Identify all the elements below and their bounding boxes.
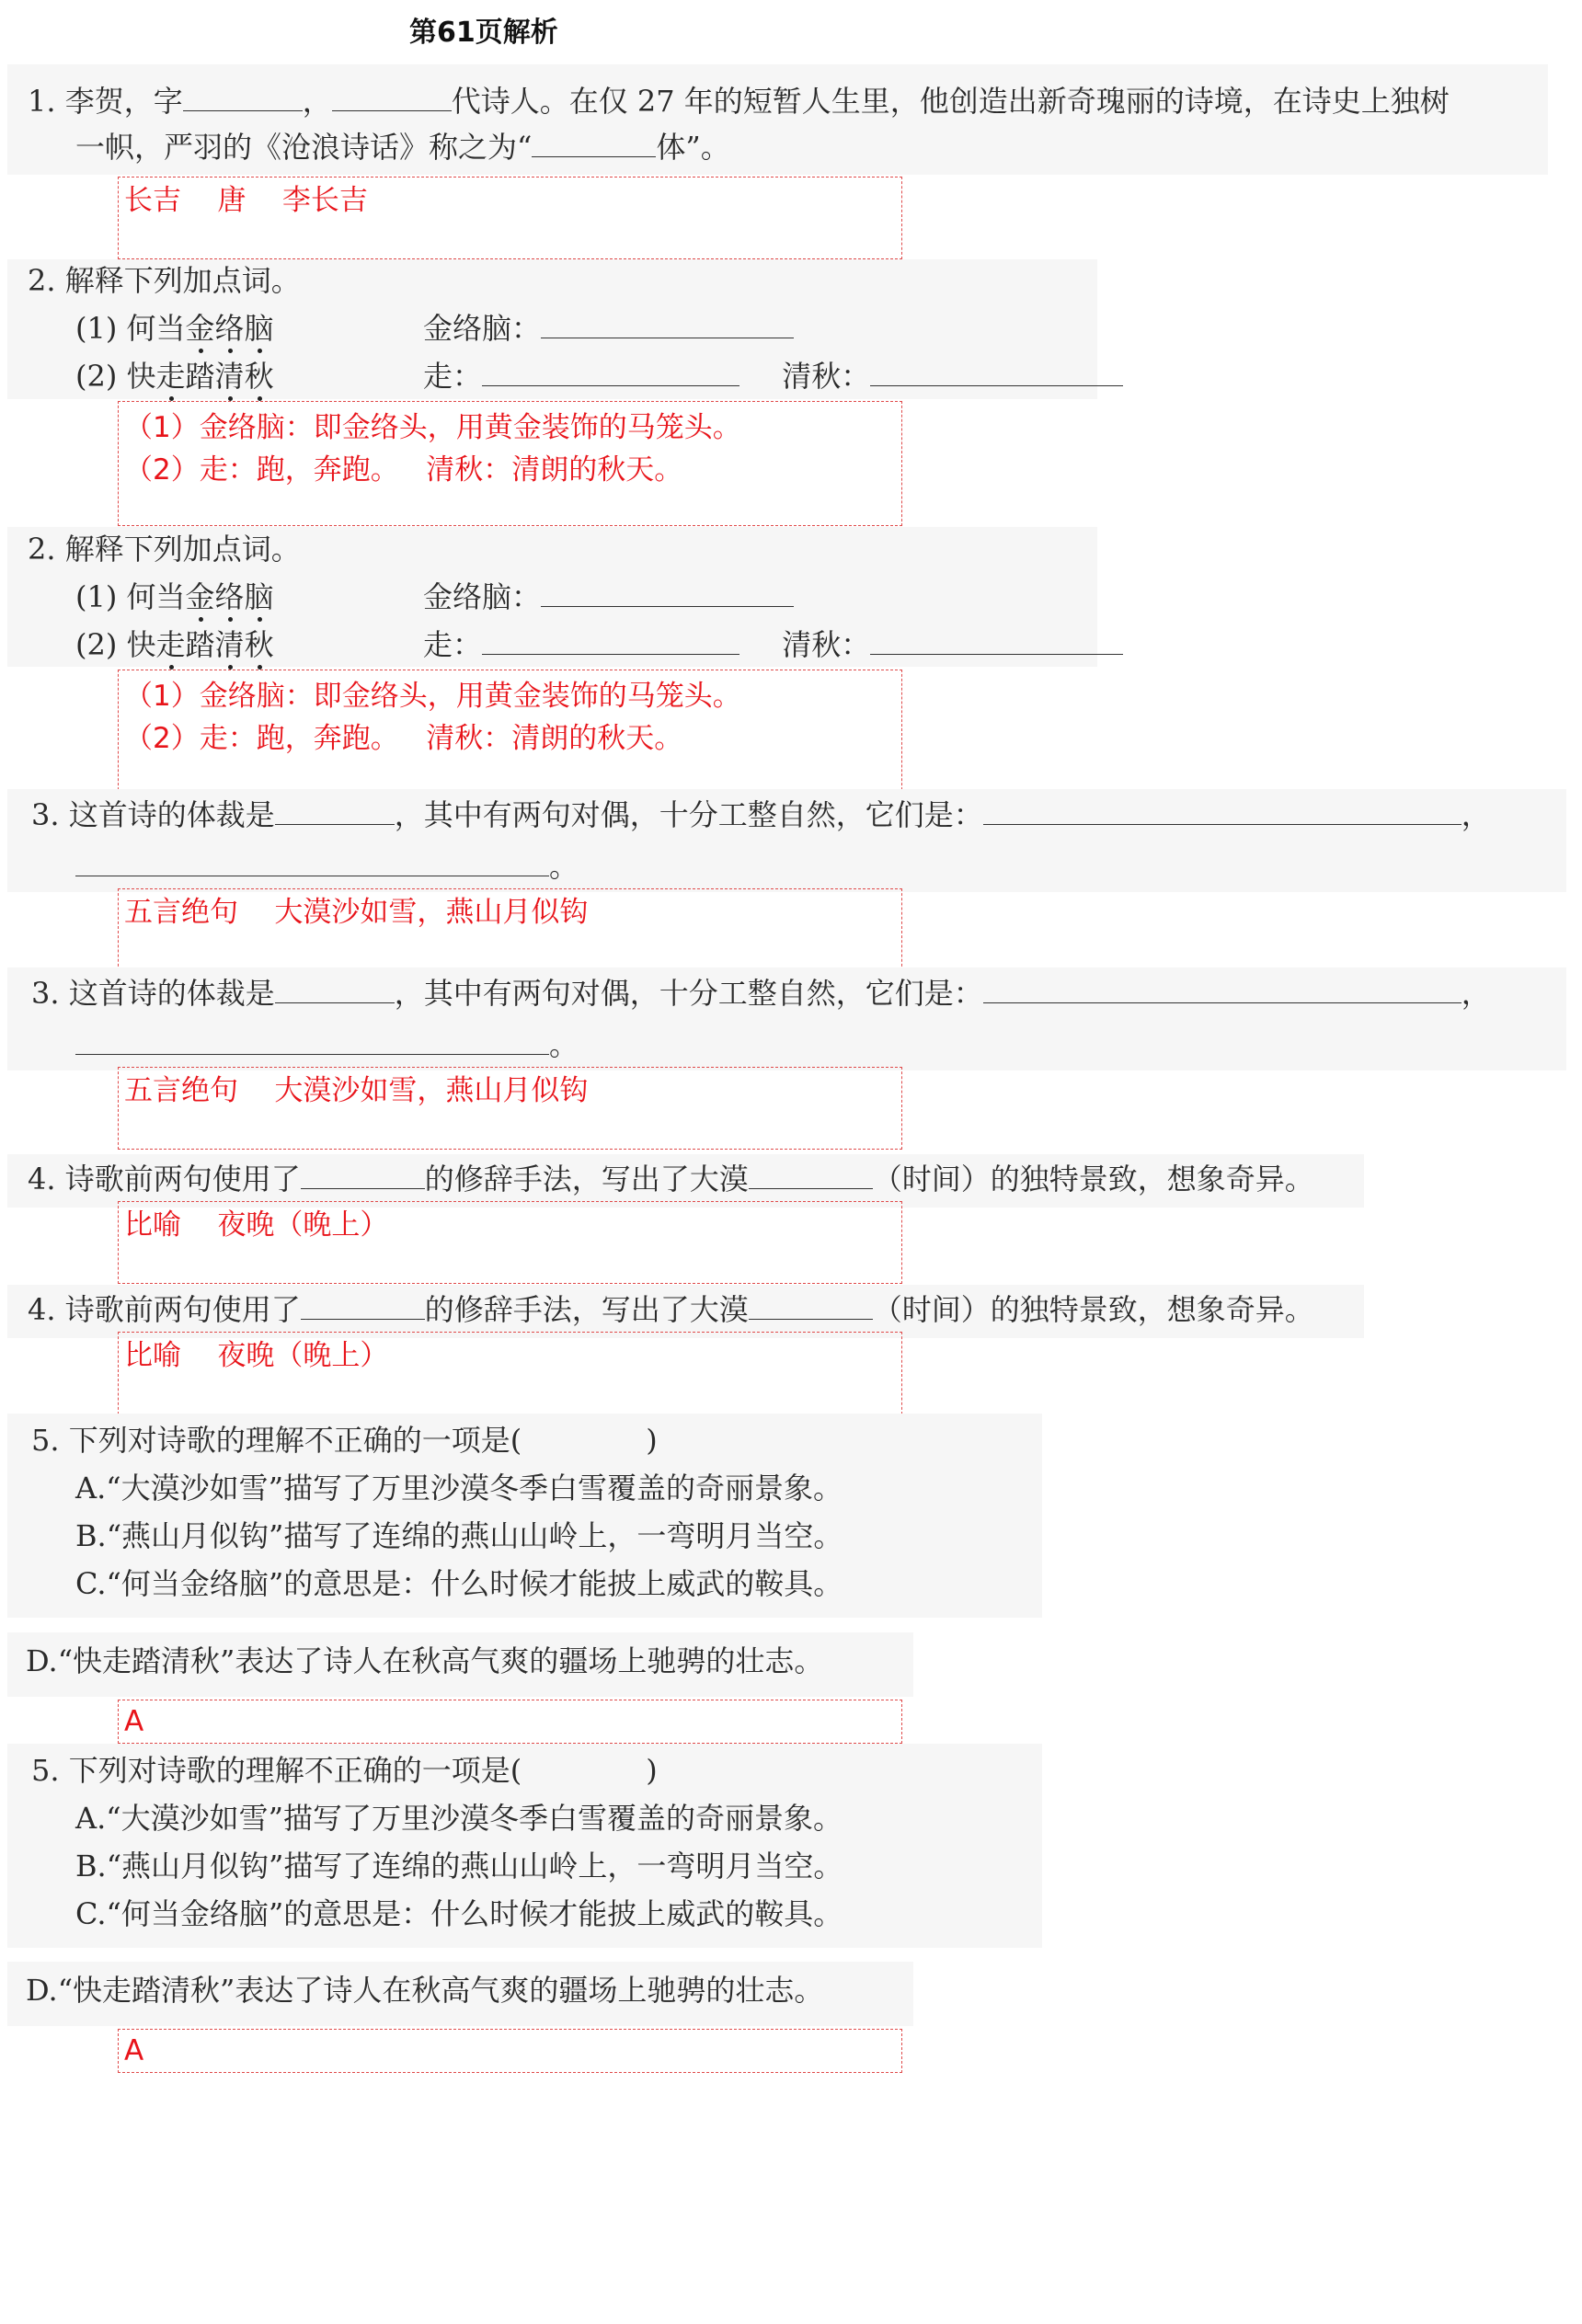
answer-blank[interactable] — [183, 83, 303, 111]
answer-blank[interactable] — [541, 310, 794, 338]
question-3-line-1: 3. 这首诗的体裁是 ，其中有两句对偶，十分工整自然，它们是： ， — [31, 976, 1491, 1011]
option-d: D.“快走踏清秋”表达了诗人在秋高气爽的疆场上驰骋的壮志。 — [26, 1643, 824, 1678]
question-1-line-1: 1. 李贺，字 ， 代诗人。在仅 27 年的短暂人生里，他创造出新奇瑰丽的诗境，在诗史上独树 — [28, 84, 1450, 119]
answer-blank[interactable] — [301, 1161, 425, 1189]
option-c: C.“何当金络脑”的意思是：什么时候才能披上威武的鞍具。 — [75, 1566, 843, 1601]
question-2-item-1: (1) 何当金络脑 — [75, 579, 274, 614]
question-3-line-2: 。 — [75, 1026, 579, 1063]
answer-blank[interactable] — [75, 848, 549, 876]
question-3-line-2: 。 — [75, 848, 579, 885]
question-2-item-2: (2) 快走踏清秋 — [75, 627, 274, 662]
answer-box-3 — [118, 888, 902, 971]
answer-text: （1）金络脑：即金络头，用黄金装饰的马笼头。 — [124, 411, 741, 444]
answer-box-2b — [118, 670, 902, 795]
answer-box-3b — [118, 1067, 902, 1150]
question-4-line: 4. 诗歌前两句使用了 的修辞手法，写出了大漠 （时间）的独特景致，想象奇异。 — [28, 1292, 1314, 1327]
answer-blank[interactable] — [482, 358, 739, 386]
answer-text: （2）走：跑，奔跑。 清秋：清朗的秋天。 — [124, 722, 683, 755]
answer-blank[interactable] — [482, 626, 739, 655]
question-2-item-2-field: 走： 清秋： — [423, 358, 1123, 395]
option-b: B.“燕山月似钩”描写了连绵的燕山山岭上，一弯明月当空。 — [75, 1518, 843, 1553]
question-1-line-2: 一帜，严羽的《沧浪诗话》称之为“ 体”。 — [75, 130, 730, 165]
answer-text: A — [124, 2034, 144, 2067]
answer-blank[interactable] — [301, 1291, 425, 1320]
question-number: 1. — [28, 84, 56, 119]
question-5-stem: 5. 下列对诗歌的理解不正确的一项是( ) — [31, 1423, 658, 1458]
answer-blank[interactable] — [532, 129, 656, 157]
option-a: A.“大漠沙如雪”描写了万里沙漠冬季白雪覆盖的奇丽景象。 — [75, 1471, 843, 1505]
answer-blank[interactable] — [983, 796, 1462, 825]
answer-text: （1）金络脑：即金络头，用黄金装饰的马笼头。 — [124, 680, 741, 713]
answer-box-4 — [118, 1201, 902, 1284]
answer-blank[interactable] — [275, 975, 395, 1003]
answer-blank[interactable] — [75, 1026, 549, 1055]
answer-box-2 — [118, 401, 902, 526]
answer-text: 比喻 夜晚（晚上） — [124, 1208, 389, 1242]
question-2-item-1-field: 金络脑： — [423, 578, 794, 615]
question-2-stem: 2. 解释下列加点词。 — [28, 263, 301, 298]
answer-box-4b — [118, 1332, 902, 1414]
question-3-line-1: 3. 这首诗的体裁是 ，其中有两句对偶，十分工整自然，它们是： ， — [31, 797, 1491, 832]
answer-blank[interactable] — [870, 358, 1123, 386]
question-5-stem: 5. 下列对诗歌的理解不正确的一项是( ) — [31, 1753, 658, 1788]
answer-text: 五言绝句 大漠沙如雪，燕山月似钩 — [124, 896, 589, 929]
answer-box-1 — [118, 177, 902, 259]
question-4-line: 4. 诗歌前两句使用了 的修辞手法，写出了大漠 （时间）的独特景致，想象奇异。 — [28, 1162, 1314, 1196]
answer-blank[interactable] — [541, 578, 794, 607]
answer-blank[interactable] — [870, 626, 1123, 655]
answer-blank[interactable] — [749, 1161, 873, 1189]
option-c: C.“何当金络脑”的意思是：什么时候才能披上威武的鞍具。 — [75, 1896, 843, 1931]
answer-text: 五言绝句 大漠沙如雪，燕山月似钩 — [124, 1074, 589, 1107]
answer-text: 比喻 夜晚（晚上） — [124, 1339, 389, 1372]
answer-blank[interactable] — [749, 1291, 873, 1320]
question-2-item-1-field: 金络脑： — [423, 310, 794, 347]
answer-box-5b — [118, 2029, 902, 2073]
answer-blank[interactable] — [332, 83, 452, 111]
option-b: B.“燕山月似钩”描写了连绵的燕山山岭上，一弯明月当空。 — [75, 1849, 843, 1883]
answer-text: （2）走：跑，奔跑。 清秋：清朗的秋天。 — [124, 453, 683, 487]
question-2-item-2-field: 走： 清秋： — [423, 626, 1123, 663]
answer-box-5 — [118, 1700, 902, 1744]
answer-blank[interactable] — [275, 796, 395, 825]
answer-blank[interactable] — [983, 975, 1462, 1003]
answer-text: A — [124, 1705, 144, 1738]
option-a: A.“大漠沙如雪”描写了万里沙漠冬季白雪覆盖的奇丽景象。 — [75, 1801, 843, 1836]
question-2-item-1: (1) 何当金络脑 — [75, 311, 274, 346]
option-d: D.“快走踏清秋”表达了诗人在秋高气爽的疆场上驰骋的壮志。 — [26, 1973, 824, 2008]
answer-text: 长吉 唐 李长吉 — [124, 184, 368, 217]
question-2-item-2: (2) 快走踏清秋 — [75, 359, 274, 394]
question-2-stem: 2. 解释下列加点词。 — [28, 532, 301, 567]
page-title: 第61页解析 — [409, 17, 558, 49]
